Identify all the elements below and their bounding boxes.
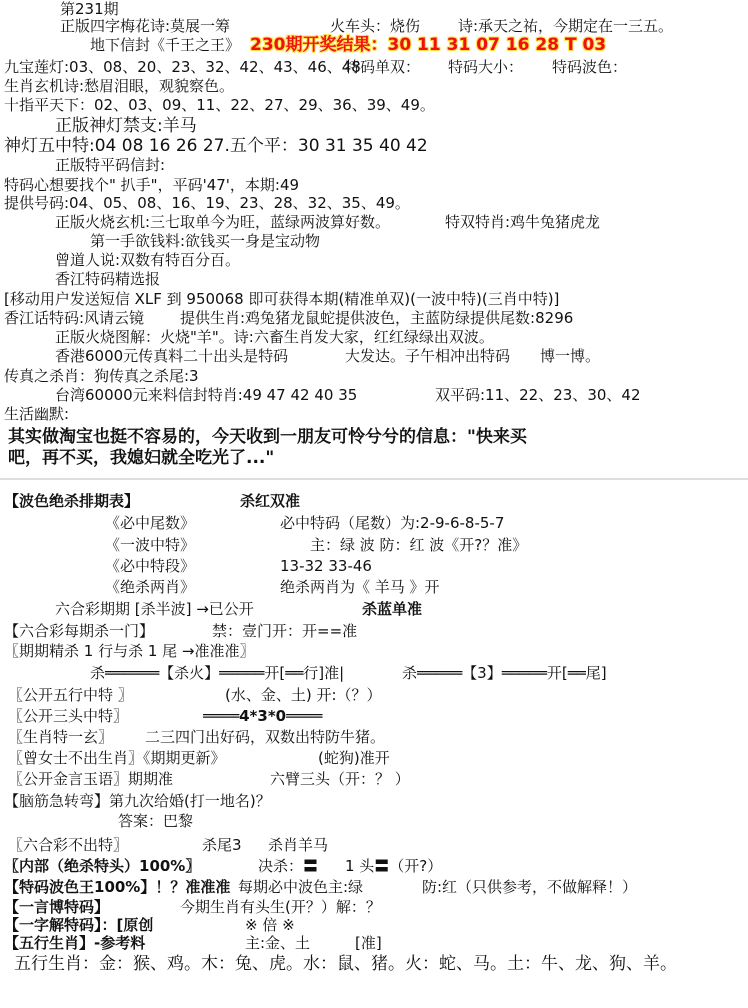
fax-kill: 传真之杀肖：狗传真之杀尾:3 <box>4 367 199 385</box>
provided-zodiac: 提供生肖:鸡兔猪龙鼠蛇提供波色，主蓝防绿提供尾数:8296 <box>180 309 574 327</box>
kill-zodiac: 杀肖羊马 <box>268 836 329 854</box>
no-special-label: 〖六合彩不出特〗 <box>8 836 129 854</box>
golden-words-label: 〖公开金言玉语〗期期准 <box>8 770 174 788</box>
taiwan-envelope: 台湾60000元来料信封特肖:49 47 42 40 35 <box>55 386 358 404</box>
hk-talk: 香江话特码:风请云镜 <box>4 309 145 327</box>
color-kill-table: 【波色绝杀排期表】 <box>4 492 140 510</box>
try-luck: 博一博。 <box>540 347 601 365</box>
one-word-label: 【一言博特码】 <box>4 898 110 916</box>
five-zodiac-accurate: [准] <box>355 934 382 952</box>
provided-numbers: 提供号码:04、05、08、16、19、23、28、32、35、49。 <box>4 194 410 212</box>
one-char: ※ 倍 ※ <box>245 916 295 934</box>
poem-line: 诗:承天之祐，今期定在一三五。 <box>458 17 674 35</box>
joke-line-1: 其实做淘宝也挺不容易的，今天收到一朋友可怜兮兮的信息："快来买 <box>8 427 527 447</box>
kill-tail-3: 杀尾3 <box>202 836 242 854</box>
one-char-label: 【一字解特码】：[原创 <box>4 916 154 934</box>
kill-half-wave: 六合彩期期 [杀半波] →已公开 <box>55 600 254 618</box>
ten-fingers: 十指平天下：02、03、09、11、22、27、29、36、39、49。 <box>4 96 435 114</box>
kill-tail-row: 杀═════【3】═════开[══尾] <box>402 664 607 682</box>
divider <box>0 478 748 480</box>
five-zodiac-label: 【五行生肖】-参考料 <box>4 934 146 952</box>
golden-words: 六臂三头（开：？ ） <box>270 770 410 788</box>
double-flat: 双平码:11、22、23、30、42 <box>435 386 641 404</box>
joke-line-2: 吧，再不买，我媳妇就全吃光了..." <box>8 448 275 468</box>
kill-line-tail: 〖期期精杀 1 行与杀 1 尾 →准准准〗 <box>4 642 255 660</box>
zodiac-special: 二三四门出好码，双数出特防牛猪。 <box>145 728 386 746</box>
kill-red-double: 杀红双准 <box>240 492 301 510</box>
one-wave-label: 《一波中特》 <box>105 536 196 554</box>
kill-two: 绝杀两肖为《 羊马 》开 <box>280 578 440 596</box>
plum-poem: 正版四字梅花诗:莫展一筹 <box>60 17 231 35</box>
odd-even-label: 特码单双： <box>345 58 421 76</box>
must-range: 13-32 33-46 <box>280 557 372 575</box>
color-king-main: 每期必中波色主:绿 <box>238 878 364 896</box>
brain-answer: 答案：巴黎 <box>118 812 194 830</box>
color-label: 特码波色： <box>552 58 628 76</box>
five-zodiac-main: 主:金、土 <box>245 934 311 952</box>
kill-blue-single: 杀蓝单准 <box>362 600 423 618</box>
internal-kill-label: 〖内部（绝杀特头）100%〗 <box>4 857 201 875</box>
fire-diagram: 正版火烧图解：火烧"羊"。诗:六畜生肖发大家，红红绿绿出双波。 <box>55 328 494 346</box>
five-zodiac-list: 五行生肖：金：猴、鸡。木：兔、虎。水：鼠、猪。火：蛇、马。土：牛、龙、狗、羊。 <box>14 954 677 974</box>
five-element: (水、金、土) 开:（？） <box>225 686 382 704</box>
three-head: ════4*3*0════ <box>203 707 323 725</box>
train-head: 火车头：烧伤 <box>330 17 421 35</box>
kill-two-label: 《绝杀两肖》 <box>105 578 196 596</box>
brain-teaser: 【脑筋急转弯】第九次给婚(打一地名)？ <box>4 792 271 810</box>
fire-mystery: 正版火烧玄机:三七取单今为旺，蓝绿两波算好数。 <box>55 213 391 231</box>
lotus-lamp: 九宝莲灯:03、08、20、23、32、42、43、46、48 <box>4 58 361 76</box>
double-zodiac: 特双特肖:鸡牛兔猪虎龙 <box>445 213 601 231</box>
lamp-ban: 正版神灯禁支:羊马 <box>55 116 197 136</box>
hk-report: 香江特码精选报 <box>55 270 161 288</box>
period-title: 第231期 <box>60 0 119 18</box>
head-open: 1 头〓（开?） <box>345 857 443 875</box>
sms-promo: [移动用户发送短信 XLF 到 950068 即可获得本期(精准单双)(一波中特)(三肖中特)] <box>4 290 560 308</box>
underground-envelope: 地下信封《千王之王》 <box>90 36 241 54</box>
kill-one-door: 【六合彩每期杀一门】 <box>4 622 155 640</box>
ban-one-door: 禁：壹门开：开==准 <box>212 622 358 640</box>
big-fortune: 大发达。子午相冲出特码 <box>345 347 511 365</box>
zodiac-special-label: 〖生肖特一玄〗 <box>8 728 114 746</box>
five-element-label: 〖公开五行中特 〗 <box>8 686 133 704</box>
color-king-label: 【特码波色王100%】！？准准准 <box>4 878 231 896</box>
kill-fire-row: 杀══════【杀火】═════开[══行]准| <box>90 664 345 682</box>
draw-result: 230期开奖结果：30 11 31 07 16 28 T 03 <box>250 35 607 55</box>
zeng-says: 曾道人说:双数有特百分百。 <box>55 251 241 269</box>
must-range-label: 《必中特段》 <box>105 557 196 575</box>
lamp-five: 神灯五中特:04 08 16 26 27.五个平：30 31 35 40 42 <box>4 136 428 156</box>
ms-zeng-label: 〖曾女士不出生肖〗《期期更新》 <box>8 749 226 767</box>
zodiac-poem: 生肖玄机诗:愁眉泪眼，观貌察色。 <box>4 77 235 95</box>
size-label: 特码大小： <box>448 58 524 76</box>
one-wave: 主：绿 波 防：红 波《开?？准》 <box>310 536 528 554</box>
first-hand: 第一手欲钱料:欲钱买一身是宝动物 <box>90 232 321 250</box>
hk-fax: 香港6000元传真料二十出头是特码 <box>55 347 289 365</box>
color-king-guard: 防:红（只供参考，不做解释！） <box>422 878 638 896</box>
ms-zeng: (蛇狗)准开 <box>318 749 390 767</box>
must-tail-label: 《必中尾数》 <box>105 514 196 532</box>
humor-label: 生活幽默: <box>4 405 70 423</box>
pickpocket-line: 特码心想要找个" 扒手"，平码'47'，本期:49 <box>4 176 300 194</box>
one-word: 今期生肖有头生(开？）解：？ <box>180 898 381 916</box>
must-tail: 必中特码（尾数）为:2-9-6-8-5-7 <box>280 514 505 532</box>
flat-envelope: 正版特平码信封: <box>55 156 166 174</box>
three-head-label: 〖公开三头中特〗 <box>8 707 129 725</box>
decisive-kill: 决杀：〓 <box>258 857 319 875</box>
